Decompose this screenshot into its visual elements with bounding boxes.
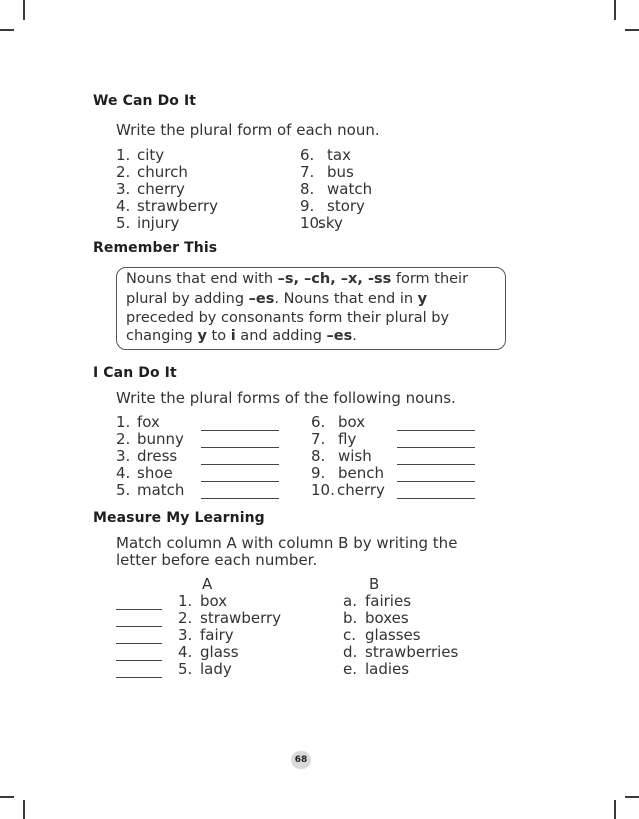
list-item [300, 163, 354, 181]
list-item [311, 464, 384, 482]
answer-blank[interactable] [397, 463, 475, 465]
section4-instruction-line-1: Match column A with column B by writing the [116, 534, 458, 552]
crop-mark-bottom-left-v [23, 800, 25, 819]
item-number: 1. [116, 146, 131, 164]
item-number: 7. [300, 163, 315, 181]
item-word: shoe [137, 464, 173, 482]
item-letter: d. [343, 643, 358, 661]
item-number: 4. [116, 464, 131, 482]
item-word: ladies [365, 660, 410, 678]
answer-blank[interactable] [116, 676, 162, 678]
list-item [300, 214, 343, 232]
item-word: cherry [137, 180, 185, 198]
item-word: dress [137, 447, 178, 465]
crop-mark-top-left-h [0, 29, 14, 31]
item-number: 9. [311, 464, 326, 482]
section-heading-we-can-do-it: We Can Do It [93, 93, 197, 109]
section-heading-measure-my-learning: Measure My Learning [93, 510, 265, 526]
answer-blank[interactable] [201, 480, 279, 482]
item-word: bench [338, 464, 385, 482]
list-item [311, 430, 356, 448]
list-item [343, 660, 409, 678]
item-number: 3. [178, 626, 193, 644]
item-number: 6. [311, 413, 326, 431]
item-number: 3. [116, 180, 131, 198]
item-number: 1. [116, 413, 131, 431]
answer-blank[interactable] [397, 497, 475, 499]
item-word: watch [327, 180, 373, 198]
item-word: box [200, 592, 228, 610]
list-item [116, 197, 218, 215]
crop-mark-top-right-h [625, 29, 639, 31]
item-word: injury [137, 214, 180, 232]
list-item [116, 464, 173, 482]
item-number: 2. [116, 430, 131, 448]
item-letter: b. [343, 609, 358, 627]
item-number: 2. [178, 609, 193, 627]
item-word: cherry [337, 481, 385, 499]
answer-blank[interactable] [116, 659, 162, 661]
item-word: match [137, 481, 185, 499]
list-item [343, 626, 421, 644]
crop-mark-bottom-right-v [614, 800, 616, 819]
list-item [116, 163, 188, 181]
item-word: strawberry [137, 197, 219, 215]
item-number: 8. [300, 180, 315, 198]
item-number: 10. [311, 481, 335, 499]
item-word: fairies [365, 592, 412, 610]
item-number: 10. [300, 214, 324, 232]
item-number: 4. [116, 197, 131, 215]
list-item [343, 643, 458, 661]
item-letter: c. [343, 626, 357, 644]
list-item [178, 626, 234, 644]
item-word: glasses [365, 626, 421, 644]
list-item [343, 592, 411, 610]
item-number: 5. [116, 214, 131, 232]
answer-blank[interactable] [201, 429, 279, 431]
note-line-2: plural by adding –es. Nouns that end in y [126, 291, 428, 307]
item-word: boxes [365, 609, 409, 627]
item-word: fox [137, 413, 160, 431]
item-number: 2. [116, 163, 131, 181]
page-number: 68 [291, 751, 311, 769]
item-word: bus [327, 163, 354, 181]
list-item [343, 609, 409, 627]
item-number: 8. [311, 447, 326, 465]
crop-mark-bottom-right-h [625, 796, 639, 798]
list-item [116, 180, 185, 198]
item-number: 5. [178, 660, 193, 678]
list-item [178, 643, 239, 661]
answer-blank[interactable] [116, 625, 162, 627]
item-number: 1. [178, 592, 193, 610]
item-word: lady [200, 660, 232, 678]
item-letter: a. [343, 592, 357, 610]
list-item [311, 481, 385, 499]
item-word: glass [200, 643, 239, 661]
item-word: tax [327, 146, 351, 164]
list-item [300, 180, 372, 198]
answer-blank[interactable] [201, 446, 279, 448]
list-item [116, 447, 177, 465]
section3-instruction: Write the plural forms of the following nouns. [116, 389, 456, 407]
item-number: 7. [311, 430, 326, 448]
answer-blank[interactable] [397, 446, 475, 448]
item-word: wish [338, 447, 372, 465]
list-item [116, 430, 184, 448]
section1-instruction: Write the plural form of each noun. [116, 121, 380, 139]
list-item [116, 481, 184, 499]
list-item [311, 413, 365, 431]
item-word: bunny [137, 430, 184, 448]
list-item [178, 660, 232, 678]
item-number: 5. [116, 481, 131, 499]
item-number: 9. [300, 197, 315, 215]
answer-blank[interactable] [116, 642, 162, 644]
section4-instruction-line-2: letter before each number. [116, 551, 318, 569]
item-word: church [137, 163, 188, 181]
item-word: fairy [200, 626, 234, 644]
crop-mark-top-right-v [614, 0, 616, 20]
item-word: box [338, 413, 366, 431]
item-number: 6. [300, 146, 315, 164]
item-word: strawberry [200, 609, 282, 627]
column-b-header: B [369, 575, 380, 593]
list-item [178, 592, 227, 610]
crop-mark-bottom-left-h [0, 796, 14, 798]
section-heading-i-can-do-it: I Can Do It [93, 365, 177, 381]
list-item [178, 609, 281, 627]
section-heading-remember-this: Remember This [93, 240, 218, 256]
crop-mark-top-left-v [23, 0, 25, 20]
item-letter: e. [343, 660, 357, 678]
item-word: sky [318, 214, 343, 232]
answer-blank[interactable] [201, 497, 279, 499]
answer-blank[interactable] [397, 480, 475, 482]
item-word: city [137, 146, 165, 164]
note-line-3: preceded by consonants form their plural by [126, 310, 450, 326]
note-line-1: Nouns that end with –s, –ch, –x, -ss form their [126, 271, 469, 287]
list-item [300, 146, 351, 164]
item-word: strawberries [365, 643, 459, 661]
list-item [300, 197, 365, 215]
item-word: story [327, 197, 365, 215]
answer-blank[interactable] [397, 429, 475, 431]
answer-blank[interactable] [116, 608, 162, 610]
list-item [311, 447, 372, 465]
item-number: 3. [116, 447, 131, 465]
column-a-header: A [202, 575, 213, 593]
list-item [116, 214, 179, 232]
list-item [116, 146, 164, 164]
note-line-4: changing y to i and adding –es. [126, 328, 357, 344]
item-word: fly [338, 430, 357, 448]
answer-blank[interactable] [201, 463, 279, 465]
list-item [116, 413, 160, 431]
item-number: 4. [178, 643, 193, 661]
